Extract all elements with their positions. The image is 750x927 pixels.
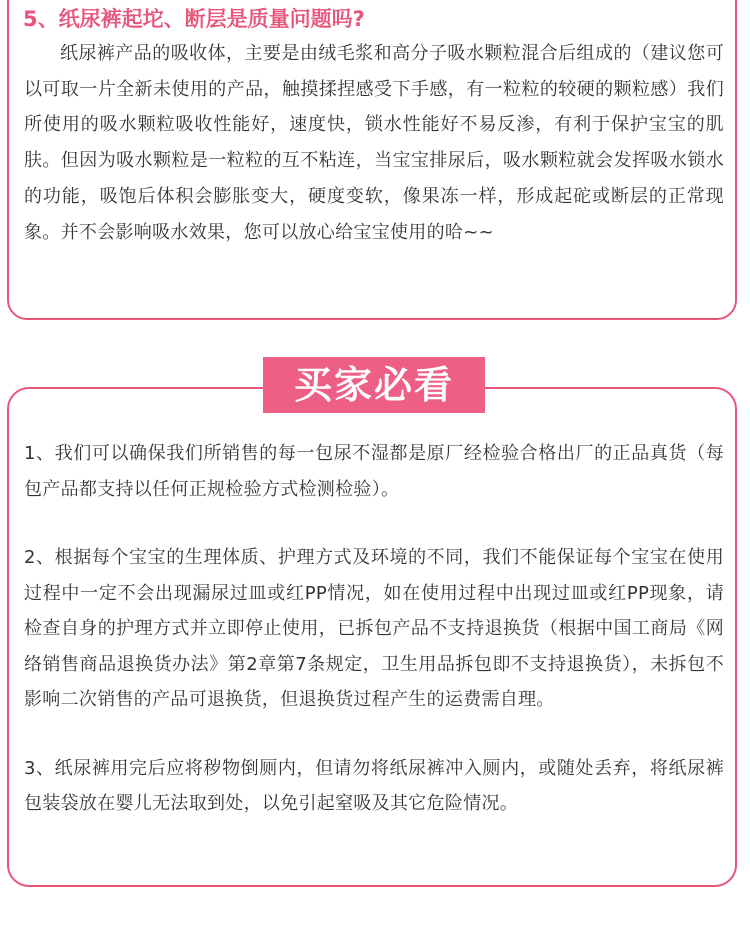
buyer-notice-banner xyxy=(263,357,485,413)
buyer-notice-banner-text: 买家必看 xyxy=(293,363,454,407)
faq-question-title: 5、纸尿裤起坨、断层是质量问题吗? xyxy=(23,7,365,31)
notice-item-2: 2、根据每个宝宝的生理体质、护理方式及环境的不同，我们不能保证每个宝宝在使用过程中一定不会出现漏尿过皿或红PP情况，如在使用过程中出现过皿或红PP现象，请检查自身的护理方式并立即停止使用，已拆包产品不支持退换货（根据中国工商局《网络销售商品退换货办法》第2章第7条规定，卫生用品拆包即不支持退换货），未拆包不影响二次销售的产品可退换货，但退换货过程产生的运费需自理。 xyxy=(24,547,724,710)
notice-list xyxy=(24,436,724,855)
faq-card xyxy=(7,0,737,320)
notice-item-3: 3、纸尿裤用完后应将秽物倒厕内，但请勿将纸尿裤冲入厕内，或随处丢弃，将纸尿裤包装袋放在婴儿无法取到处，以免引起窒吸及其它危险情况。 xyxy=(24,757,724,814)
faq-answer-text: 纸尿裤产品的吸收体，主要是由绒毛浆和高分子吸水颗粒混合后组成的（建议您可以可取一片全新未使用的产品，触摸揉捏感受下手感，有一粒粒的较硬的颗粒感）我们所使用的吸水颗粒吸收性能好，速度快，锁水性能好不易反渗，有利于保护宝宝的肌肤。但因为吸水颗粒是一粒粒的互不粘连，当宝宝排尿后，吸水颗粒就会发挥吸水锁水的功能，吸饱后体积会膨胀变大，硬度变软，像果冻一样，形成起砣或断层的正常现象。并不会影响吸水效果，您可以放心给宝宝使用的哈~~ xyxy=(24,43,724,243)
notice-item-1: 1、我们可以确保我们所销售的每一包尿不湿都是原厂经检验合格出厂的正品真货（每包产品都支持以任何正规检验方式检测检验）。 xyxy=(24,443,724,500)
buyer-notice-card xyxy=(7,387,737,887)
